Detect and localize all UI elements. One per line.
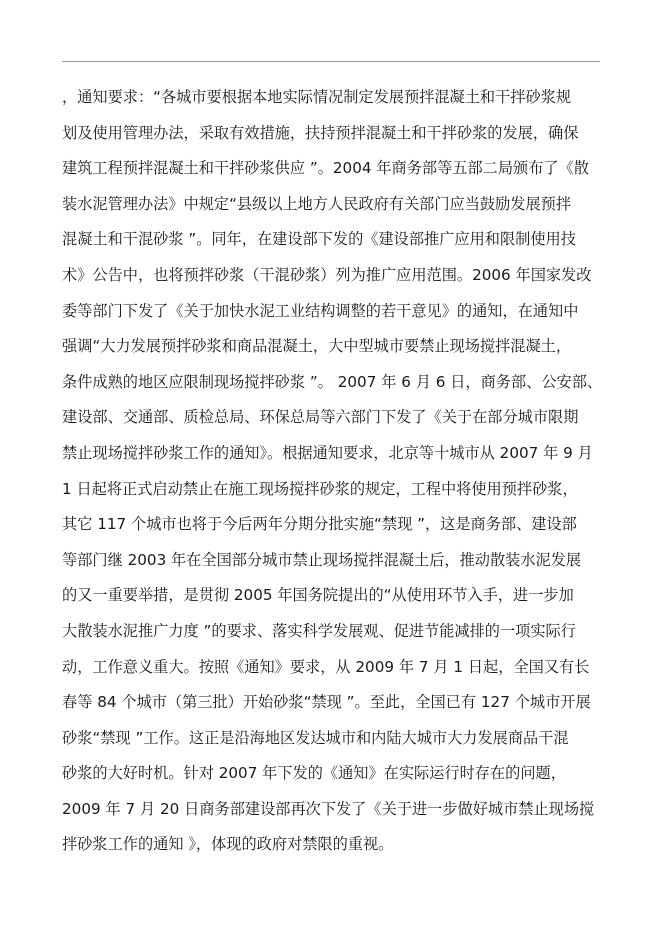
text-line: 2009 年 7 月 20 日商务部建设部再次下发了《关于进一步做好城市禁止现场搅 xyxy=(62,799,595,818)
text-line: 砂浆“禁现 ”工作。这正是沿海地区发达城市和内陆大城市大力发展商品干混 xyxy=(62,728,569,747)
text-line: 建设部、交通部、质检总局、环保总局等六部门下发了《关于在部分城市限期 xyxy=(62,408,579,427)
body-paragraph xyxy=(62,80,602,863)
text-line: 拌砂浆工作的通知 》，体现的政府对禁限的重视。 xyxy=(62,835,394,854)
text-line: 1 日起将正式启动禁止在施工现场搅拌砂浆的规定，工程中将使用预拌砂浆， xyxy=(62,479,578,498)
text-line: 委等部门下发了《关于加快水泥工业结构调整的若干意见》的通知，在通知中 xyxy=(62,301,579,320)
text-line: 装水泥管理办法》中规定“县级以上地方人民政府有关部门应当鼓励发展预拌 xyxy=(62,194,572,213)
text-line: 划及使用管理办法，采取有效措施，扶持预拌混凝土和干拌砂浆的发展，确保 xyxy=(62,123,579,142)
text-line: 的又一重要举措，是贯彻 2005 年国务院提出的“从使用环节入手，进一步加 xyxy=(62,586,574,605)
text-line: 等部门继 2003 年在全国部分城市禁止现场搅拌混凝土后，推动散装水泥发展 xyxy=(62,550,582,569)
text-line: 大散装水泥推广力度 ”的要求、落实科学发展观、促进节能减排的一项实际行 xyxy=(62,621,576,640)
text-line: 其它 117 个城市也将于今后两年分期分批实施“禁现 ”，这是商务部、建设部 xyxy=(62,515,577,534)
header-rule xyxy=(62,61,600,62)
text-line: 混凝土和干混砂浆 ”。同年，在建设部下发的《建设部推广应用和限制使用技 xyxy=(62,230,576,249)
text-line: 禁止现场搅拌砂浆工作的通知》。根据通知要求，北京等十城市从 2007 年 9 月 xyxy=(62,443,593,462)
text-line: 动，工作意义重大。按照《通知》要求，从 2009 年 7 月 1 日起，全国又有长 xyxy=(62,657,590,676)
text-line: 砂浆的大好时机。针对 2007 年下发的《通知》在实际运行时存在的问题， xyxy=(62,764,566,783)
text-line: 术》公告中，也将预拌砂浆（干混砂浆）列为推广应用范围。2006 年国家发改 xyxy=(62,265,592,284)
text-line: 建筑工程预拌混凝土和干拌砂浆供应 ”。2004 年商务部等五部二局颁布了《散 xyxy=(62,159,589,178)
text-line: 强调“大力发展预拌砂浆和商品混凝土，大中型城市要禁止现场搅拌混凝土， xyxy=(62,337,572,356)
text-line: 条件成熟的地区应限制现场搅拌砂浆 ”。 2007 年 6 月 6 日，商务部、公安部、 xyxy=(62,372,603,391)
text-line: ，通知要求：“各城市要根据本地实际情况制定发展预拌混凝土和干拌砂浆规 xyxy=(62,88,572,106)
text-line: 春等 84 个城市（第三批）开始砂浆“禁现 ”。至此，全国已有 127 个城市开展 xyxy=(62,693,591,712)
